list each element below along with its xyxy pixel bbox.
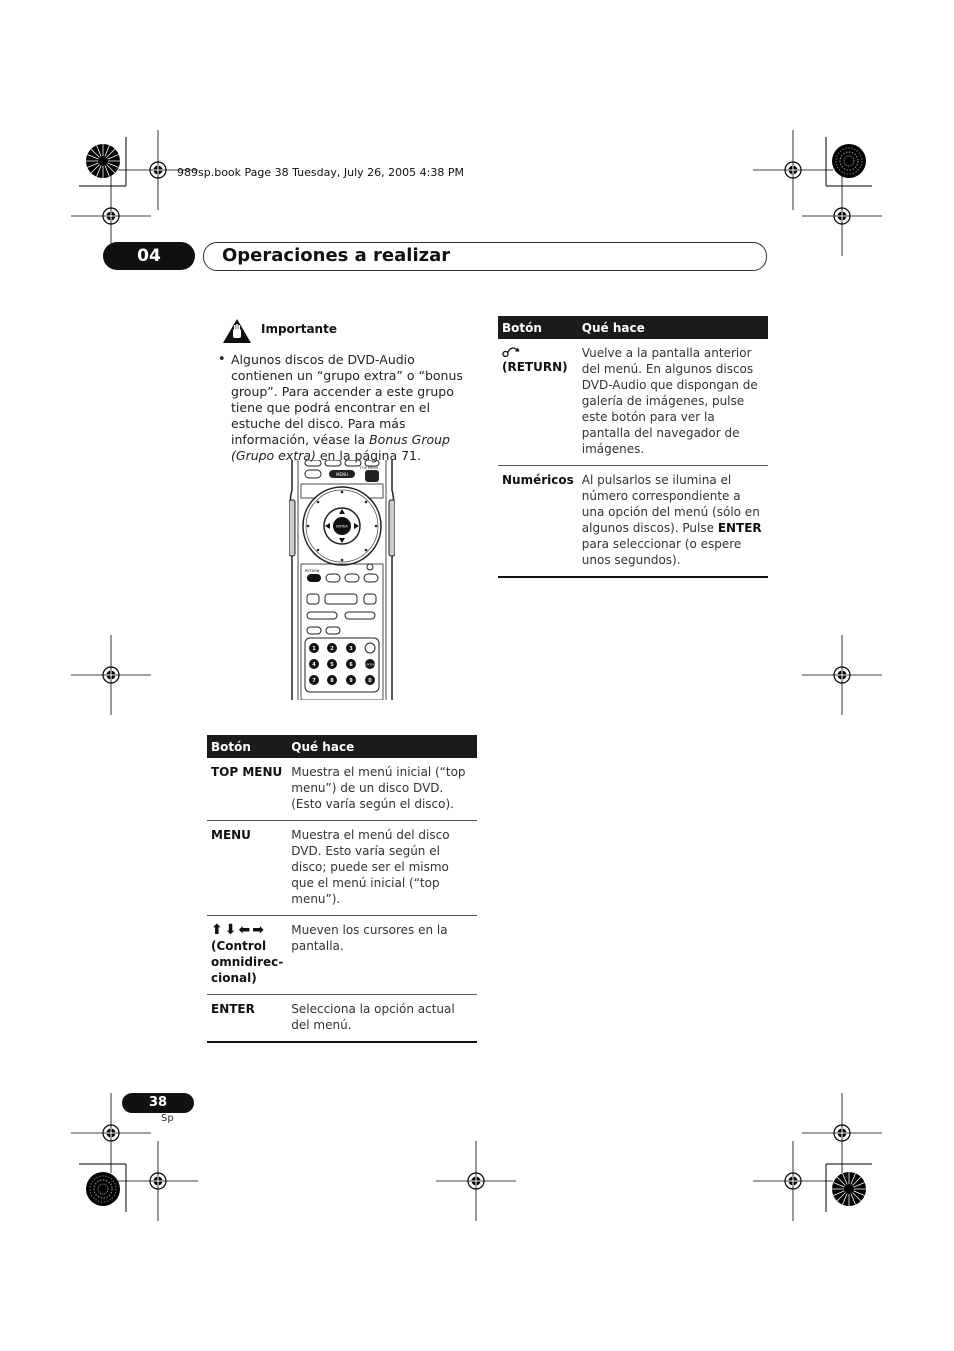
keypad-enter-label: ENTER (365, 662, 375, 667)
return-icon (502, 345, 522, 357)
key-8: 8 (330, 678, 334, 684)
key-3: 3 (349, 646, 353, 652)
bullet: • (218, 352, 226, 367)
arrow-keys-icon: ⬆⬇⬅➡ (211, 922, 266, 938)
table-row (207, 821, 477, 916)
table-row (498, 466, 768, 578)
button-name (207, 916, 287, 995)
button-description: Selecciona la opción actual del menú. (287, 995, 477, 1043)
button-name: TOP MENU (207, 758, 287, 821)
button-name (498, 339, 578, 466)
key-1: 1 (312, 646, 316, 652)
button-name: MENU (207, 821, 287, 916)
button-description: Al pulsarlos se ilumina el número correspondiente a una opción del menú (sólo en algunos discos). Pulse ENTER para seleccionar (o espere unos segundos). (578, 466, 768, 578)
important-hand-icon (222, 318, 252, 344)
header-que-hace: Qué hace (578, 316, 768, 339)
book-file-header: 989sp.book Page 38 Tuesday, July 26, 2005 4:38 PM (177, 166, 464, 179)
table-row (207, 916, 477, 995)
key-6: 6 (349, 662, 353, 668)
button-description: Vuelve a la pantalla anterior del menú. En algunos discos DVD-Audio que dispongan de galería de imágenes, pulse este botón para ver la pantalla del navegador de imágenes. (578, 339, 768, 466)
table-row (207, 758, 477, 821)
control-label: (Control omnidirec-cional) (211, 939, 284, 985)
key-7: 7 (312, 678, 316, 684)
table-row (207, 995, 477, 1043)
button-name: ENTER (207, 995, 287, 1043)
key-4: 4 (312, 662, 316, 668)
chapter-number: 04 (103, 242, 195, 270)
remote-top-menu-label: TOP MENU (359, 466, 379, 470)
key-0: 0 (368, 678, 372, 684)
right-button-table (498, 316, 768, 578)
table-header-row (498, 316, 768, 339)
important-text: Algunos discos de DVD-Audio contienen un “grupo extra” o “bonus group”. Para accender a este grupo tiene que podrá encontrar en el estuche del disco. Para más información, véase la Bonus Group (Grupo extra) en la página 71. (231, 352, 463, 463)
button-description: Mueven los cursores en la pantalla. (287, 916, 477, 995)
key-9: 9 (349, 678, 353, 684)
page-language: Sp (161, 1113, 174, 1124)
button-name: Numéricos (498, 466, 578, 578)
button-description: Muestra el menú del disco DVD. Esto varía según el disco; puede ser el mismo que el menú inicial (“top menu”). (287, 821, 477, 916)
header-que-hace: Qué hace (287, 735, 477, 758)
button-description: Muestra el menú inicial (“top menu”) de un disco DVD. (Esto varía según el disco). (287, 758, 477, 821)
chapter-title: Operaciones a realizar (222, 245, 451, 266)
table-row (498, 339, 768, 466)
key-2: 2 (330, 646, 334, 652)
header-boton: Botón (498, 316, 578, 339)
header-boton: Botón (207, 735, 287, 758)
page-number: 38 (122, 1093, 194, 1113)
key-5: 5 (330, 662, 334, 668)
remote-control-illustration (289, 460, 395, 700)
table-header-row (207, 735, 477, 758)
return-label: (RETURN) (502, 360, 568, 374)
left-button-table (207, 735, 477, 1043)
remote-enter-label: ENTER (336, 524, 348, 529)
remote-return-label: RETURN (305, 569, 320, 573)
important-label: Importante (261, 322, 337, 336)
remote-menu-label: MENU (336, 472, 348, 477)
